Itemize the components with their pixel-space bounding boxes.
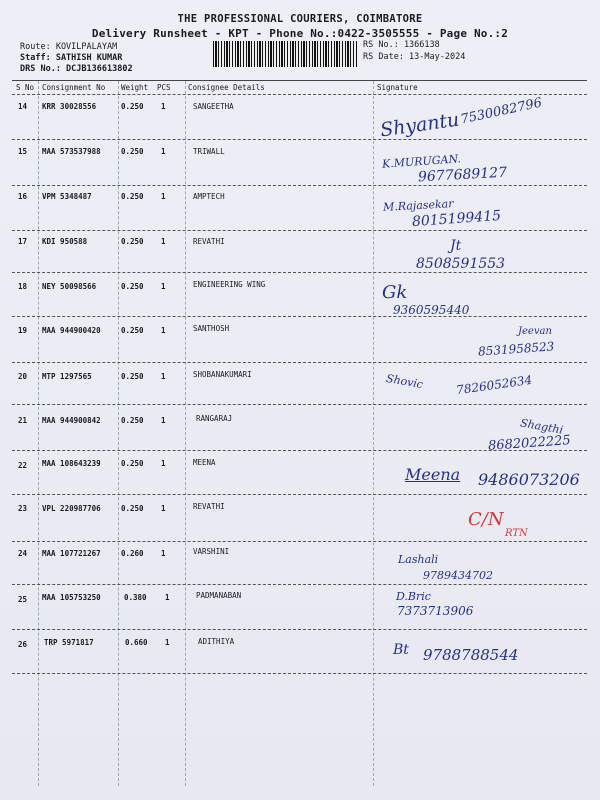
col-sno: S No <box>16 83 35 92</box>
row-pcs: 1 <box>161 504 166 513</box>
row-sno: 16 <box>18 192 28 201</box>
col-weight: Weight <box>121 83 149 92</box>
row-pcs: 1 <box>161 282 166 291</box>
row-phone: 9677689127 <box>417 164 508 186</box>
row-sno: 25 <box>18 595 28 604</box>
row-weight: 0.660 <box>125 638 148 647</box>
row-phone: RTN <box>505 528 528 539</box>
col-divider <box>118 81 119 786</box>
row-rule <box>12 494 587 495</box>
col-consignment: Consignment No <box>42 83 106 92</box>
row-phone: 8508591553 <box>416 256 506 272</box>
row-sno: 19 <box>18 326 28 335</box>
row-consignee: REVATHI <box>193 237 225 246</box>
col-pcs: PCS <box>157 83 171 92</box>
row-rule <box>12 541 587 542</box>
row-consignee: PADMANABAN <box>196 591 242 600</box>
row-phone: 7373713906 <box>397 604 474 618</box>
row-sno: 24 <box>18 549 28 558</box>
barcode <box>213 41 357 67</box>
row-consignee: AMPTECH <box>193 192 225 201</box>
row-sno: 17 <box>18 237 28 246</box>
row-phone: 8682022225 <box>487 433 572 454</box>
row-pcs: 1 <box>161 102 166 111</box>
col-consignee: Consignee Details <box>188 83 265 92</box>
row-consignment: NEY 50098566 <box>42 282 97 291</box>
row-signature: Jt <box>450 238 462 254</box>
row-consignment: VPM 5348487 <box>42 192 92 201</box>
row-pcs: 1 <box>161 326 166 335</box>
row-consignment: MAA 944900842 <box>42 416 101 425</box>
runsheet-subtitle: Delivery Runsheet - KPT - Phone No.:0422-3505555 - Page No.:2 <box>91 27 509 40</box>
row-weight: 0.250 <box>121 504 144 513</box>
row-sno: 22 <box>18 461 28 470</box>
row-rule <box>12 185 587 186</box>
row-consignee: VARSHINI <box>193 547 230 556</box>
row-rule <box>12 450 587 451</box>
row-phone: 8015199415 <box>411 207 502 231</box>
row-signature: D.Bric <box>396 590 431 603</box>
row-sno: 26 <box>18 640 28 649</box>
row-consignment: KRR 30028556 <box>42 102 97 111</box>
row-consignment: TRP 5971817 <box>44 638 94 647</box>
row-consignment: MAA 107721267 <box>42 549 101 558</box>
row-pcs: 1 <box>161 237 166 246</box>
row-sno: 14 <box>18 102 28 111</box>
row-consignment: MAA 573537988 <box>42 147 101 156</box>
row-pcs: 1 <box>161 192 166 201</box>
header-rule <box>12 94 587 95</box>
row-sno: 23 <box>18 504 28 513</box>
row-rule <box>12 673 587 674</box>
col-signature: Signature <box>377 83 418 92</box>
row-rule <box>12 272 587 273</box>
row-pcs: 1 <box>165 638 170 647</box>
row-phone: 9789434702 <box>423 569 493 582</box>
drs-label: DRS No.: DCJB136613802 <box>20 64 133 74</box>
row-rule <box>12 230 587 231</box>
row-consignment: MTP 1297565 <box>42 372 92 381</box>
row-consignee: SANTHOSH <box>193 324 230 333</box>
row-weight: 0.250 <box>121 102 144 111</box>
row-pcs: 1 <box>165 593 170 602</box>
row-consignee: SHOBANAKUMARI <box>193 370 252 379</box>
row-consignee: SANGEETHA <box>193 102 234 111</box>
row-weight: 0.250 <box>121 372 144 381</box>
row-phone: 7826052634 <box>455 372 533 398</box>
row-consignment: MAA 108643239 <box>42 459 101 468</box>
row-signature: Jeevan <box>518 326 552 337</box>
row-rule <box>12 584 587 585</box>
rs-date: RS Date: 13-May-2024 <box>363 52 466 62</box>
row-sno: 21 <box>18 416 28 425</box>
row-signature: C/N <box>468 509 504 530</box>
col-divider <box>373 81 374 786</box>
row-rule <box>12 404 587 405</box>
row-signature: K.MURUGAN. <box>381 152 462 171</box>
table-top-rule <box>12 80 587 81</box>
row-signature: Gk <box>382 282 408 303</box>
row-consignment: MAA 105753250 <box>42 593 101 602</box>
row-rule <box>12 629 587 630</box>
col-divider <box>185 81 186 786</box>
row-rule <box>12 362 587 363</box>
staff-label: Staff: SATHISH KUMAR <box>20 53 123 63</box>
row-consignee: MEENA <box>193 458 216 467</box>
row-weight: 0.250 <box>121 282 144 291</box>
row-weight: 0.250 <box>121 416 144 425</box>
row-pcs: 1 <box>161 549 166 558</box>
row-consignee: RANGARAJ <box>196 414 233 423</box>
company-title: THE PROFESSIONAL COURIERS, COIMBATORE <box>177 13 423 25</box>
row-consignee: REVATHI <box>193 502 225 511</box>
row-sno: 15 <box>18 147 28 156</box>
row-consignment: MAA 944900420 <box>42 326 101 335</box>
row-weight: 0.250 <box>121 147 144 156</box>
row-weight: 0.250 <box>121 192 144 201</box>
row-weight: 0.380 <box>124 593 147 602</box>
row-rule <box>12 139 587 140</box>
row-weight: 0.250 <box>121 326 144 335</box>
row-signature: Shyantu <box>378 108 461 142</box>
row-signature: M.Rajasekar <box>382 197 454 214</box>
row-pcs: 1 <box>161 147 166 156</box>
route-label: Route: KOVILPALAYAM <box>20 42 118 52</box>
row-signature: Lashali <box>398 553 439 566</box>
row-pcs: 1 <box>161 372 166 381</box>
row-consignee: TRIWALL <box>193 147 225 156</box>
row-pcs: 1 <box>161 416 166 425</box>
row-consignment: KDI 950588 <box>42 237 88 246</box>
row-phone: 8531958523 <box>477 339 555 359</box>
row-weight: 0.250 <box>121 459 144 468</box>
row-weight: 0.250 <box>121 237 144 246</box>
row-signature: Meena <box>405 465 461 484</box>
rs-number: RS No.: 1366138 <box>363 40 440 50</box>
row-phone: 7530082796 <box>459 95 544 128</box>
row-weight: 0.260 <box>121 549 144 558</box>
row-signature: Shovic <box>385 371 424 392</box>
row-rule <box>12 316 587 317</box>
row-pcs: 1 <box>161 459 166 468</box>
row-sno: 18 <box>18 282 28 291</box>
row-phone: 9486073206 <box>478 470 580 489</box>
row-signature: Shagthi <box>519 416 565 437</box>
row-consignment: VPL 220987706 <box>42 504 101 513</box>
row-consignee: ENGINEERING WING <box>193 280 266 289</box>
col-divider <box>38 81 39 786</box>
row-phone: 9788788544 <box>423 646 519 664</box>
row-signature: Bt <box>393 642 409 658</box>
row-sno: 20 <box>18 372 28 381</box>
row-phone: 9360595440 <box>393 303 470 317</box>
row-consignee: ADITHIYA <box>198 637 235 646</box>
